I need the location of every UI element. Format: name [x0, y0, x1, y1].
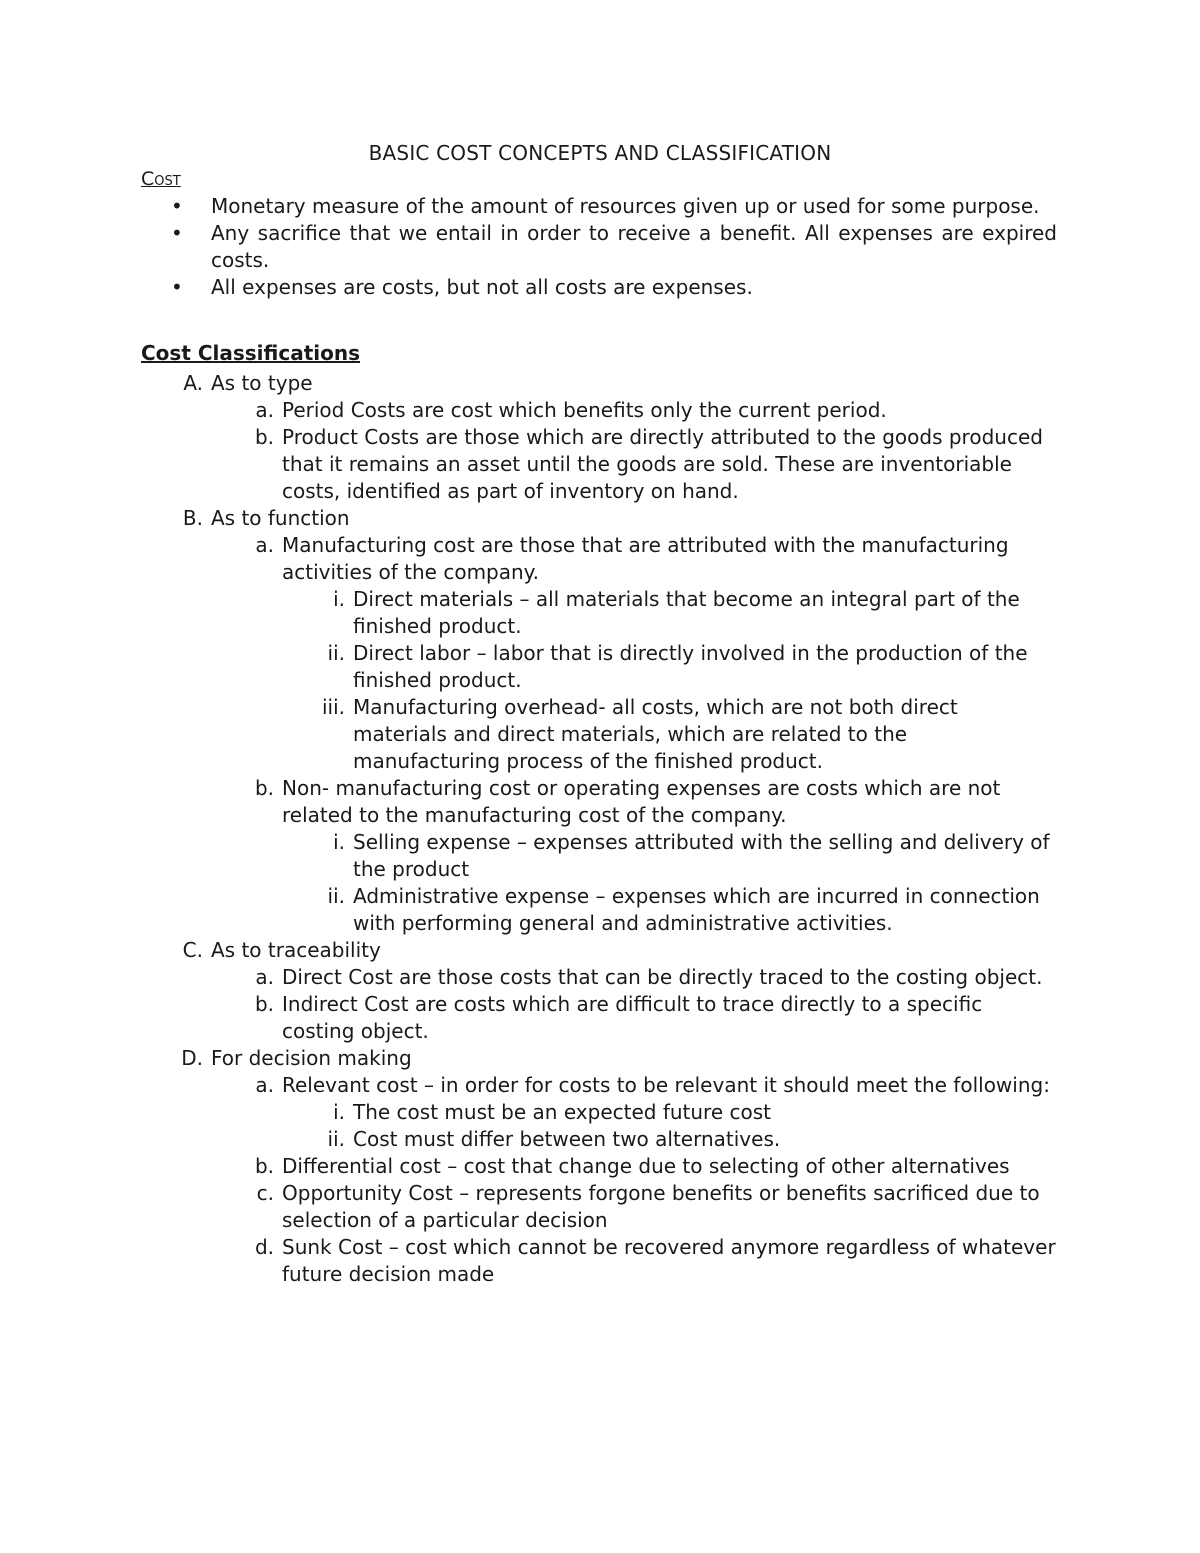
- list-item: [141, 964, 1057, 991]
- bullet-text: Monetary measure of the amount of resources given up or used for some purpose.: [211, 194, 1040, 218]
- cost-heading: Cost: [141, 168, 181, 190]
- item-label: c.: [256, 1181, 274, 1205]
- sub-list-item: [141, 1099, 1057, 1126]
- subitem-text: Manufacturing overhead- all costs, which are not both direct materials and direct materials, which are related to the manufacturing process of the finished product.: [353, 695, 958, 773]
- list-item: [141, 532, 1057, 586]
- sub-list-item: [141, 586, 1057, 640]
- classifications-heading: Cost Classifications: [141, 341, 361, 365]
- item-label: b.: [254, 776, 274, 800]
- section-item: [141, 1045, 1057, 1072]
- bullet-item: [141, 193, 1057, 220]
- bullet-icon: •: [171, 275, 183, 299]
- item-text: Sunk Cost – cost which cannot be recovered anymore regardless of whatever future decision made: [282, 1235, 1056, 1286]
- bullet-icon: •: [171, 221, 183, 245]
- subitem-label: i.: [333, 587, 345, 611]
- subitem-text: Selling expense – expenses attributed with the selling and delivery of the product: [353, 830, 1050, 881]
- document-title: BASIC COST CONCEPTS AND CLASSIFICATION: [368, 141, 832, 165]
- list-item: [141, 1153, 1057, 1180]
- subitem-text: Direct labor – labor that is directly involved in the production of the finished product.: [353, 641, 1028, 692]
- sub-list-item: [141, 640, 1057, 694]
- item-text: Manufacturing cost are those that are attributed with the manufacturing activities of the company.: [282, 533, 1009, 584]
- item-text: Relevant cost – in order for costs to be relevant it should meet the following:: [282, 1073, 1050, 1097]
- item-text: Opportunity Cost – represents forgone benefits or benefits sacrificed due to selection of a particular decision: [282, 1181, 1040, 1232]
- item-label: b.: [254, 425, 274, 449]
- list-item: [141, 424, 1057, 505]
- item-text: Period Costs are cost which benefits only the current period.: [282, 398, 887, 422]
- item-label: b.: [254, 992, 274, 1016]
- bullet-icon: •: [171, 194, 183, 218]
- section-title: For decision making: [211, 1046, 412, 1070]
- list-item: [141, 1072, 1057, 1099]
- item-label: d.: [254, 1235, 274, 1259]
- bullet-text: Any sacrifice that we entail in order to receive a benefit. All expenses are expired costs.: [211, 221, 1057, 272]
- sub-list-item: [141, 883, 1057, 937]
- item-label: a.: [255, 533, 274, 557]
- section-item: [141, 937, 1057, 964]
- subitem-label: ii.: [327, 641, 345, 665]
- list-item: [141, 1180, 1057, 1234]
- section-item: [141, 505, 1057, 532]
- subitem-label: iii.: [321, 695, 345, 719]
- item-label: a.: [255, 965, 274, 989]
- section-label: A.: [183, 371, 203, 395]
- item-text: Non- manufacturing cost or operating expenses are costs which are not related to the manufacturing cost of the company.: [282, 776, 1001, 827]
- section-label: B.: [182, 506, 203, 530]
- section-label: D.: [181, 1046, 203, 1070]
- sub-list-item: [141, 829, 1057, 883]
- subitem-label: ii.: [327, 1127, 345, 1151]
- item-label: a.: [255, 398, 274, 422]
- list-item: [141, 397, 1057, 424]
- subitem-text: Administrative expense – expenses which are incurred in connection with performing general and administrative activities.: [353, 884, 1040, 935]
- list-item: [141, 991, 1057, 1045]
- item-label: b.: [254, 1154, 274, 1178]
- subitem-label: i.: [333, 830, 345, 854]
- item-text: Indirect Cost are costs which are difficult to trace directly to a specific costing object.: [282, 992, 983, 1043]
- section-title: As to function: [211, 506, 350, 530]
- subitem-text: Cost must differ between two alternatives.: [353, 1127, 781, 1151]
- item-text: Differential cost – cost that change due to selecting of other alternatives: [282, 1154, 1010, 1178]
- section-label: C.: [182, 938, 203, 962]
- classification-outline: [141, 370, 1057, 1288]
- bullet-item: [141, 220, 1057, 274]
- item-text: Direct Cost are those costs that can be directly traced to the costing object.: [282, 965, 1043, 989]
- section-item: [141, 370, 1057, 397]
- subitem-text: The cost must be an expected future cost: [353, 1100, 771, 1124]
- item-text: Product Costs are those which are directly attributed to the goods produced that it remains an asset until the goods are sold. These are inventoriable costs, identified as part of inventory on hand.: [282, 425, 1043, 503]
- subitem-label: i.: [333, 1100, 345, 1124]
- list-item: [141, 775, 1057, 829]
- section-title: As to traceability: [211, 938, 381, 962]
- bullet-item: [141, 274, 1057, 301]
- section-title: As to type: [211, 371, 313, 395]
- sub-list-item: [141, 1126, 1057, 1153]
- list-item: [141, 1234, 1057, 1288]
- item-label: a.: [255, 1073, 274, 1097]
- subitem-label: ii.: [327, 884, 345, 908]
- subitem-text: Direct materials – all materials that become an integral part of the finished product.: [353, 587, 1020, 638]
- bullet-text: All expenses are costs, but not all costs are expenses.: [211, 275, 753, 299]
- sub-list-item: [141, 694, 1057, 775]
- cost-definition-list: [141, 193, 1057, 301]
